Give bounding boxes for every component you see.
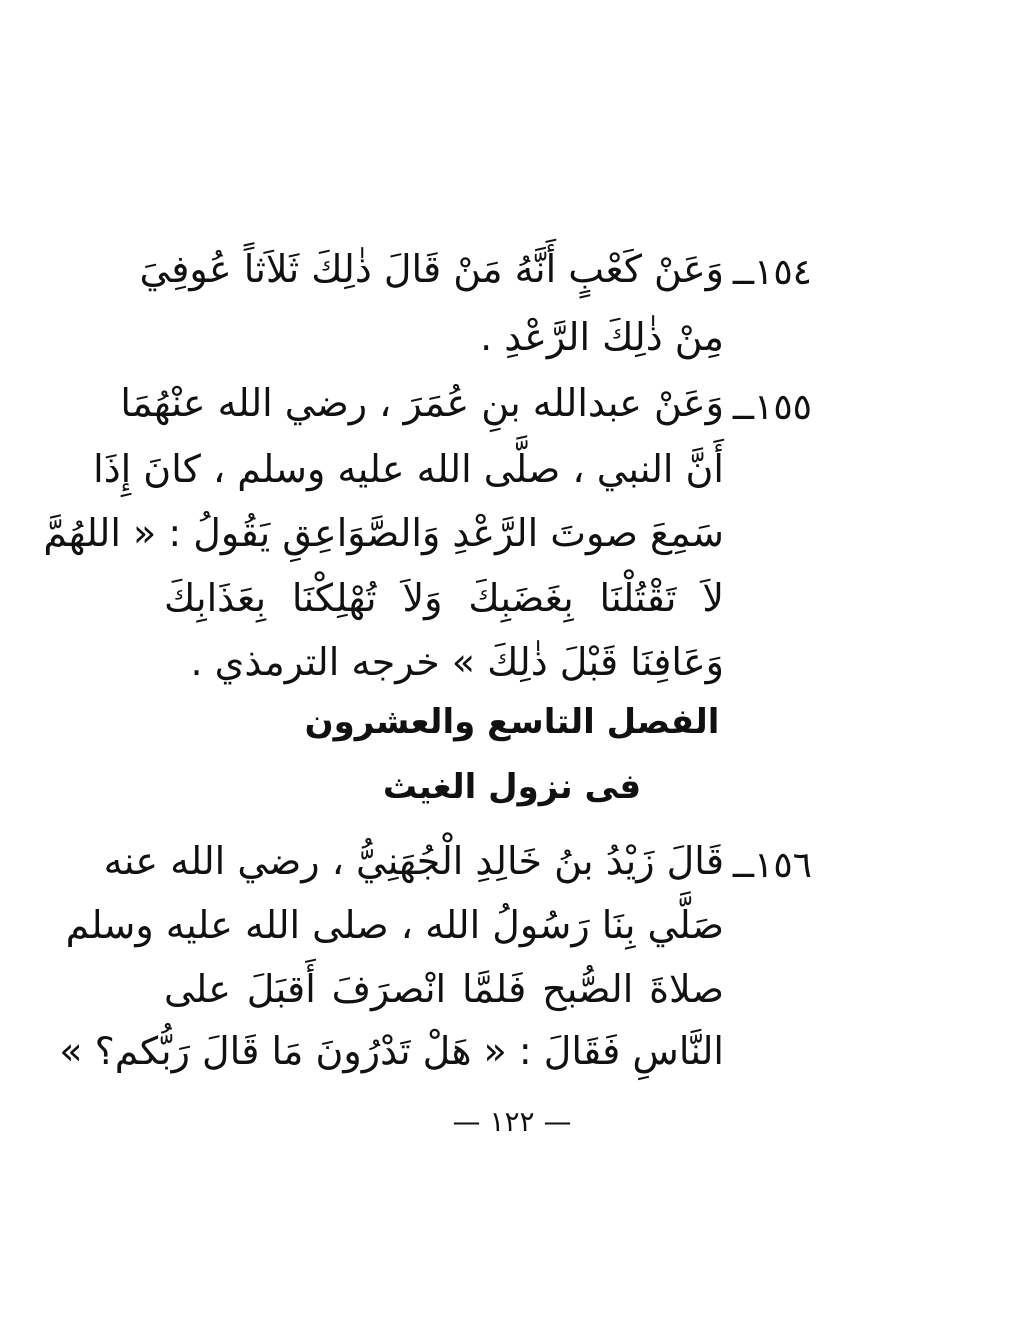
- entry-line: أَنَّ النبي ، صلَّى الله عليه وسلم ، كانَ إِذَا: [93, 447, 724, 491]
- entry-line: لاَ تَقْتُلْنَا بِغَضَبِكَ وَلاَ تُهْلِكْنَا بِعَذَابِكَ: [164, 576, 724, 620]
- entry-line: قَالَ زَيْدُ بنُ خَالِدِ الْجُهَنِيُّ ، رضي الله عنه: [103, 839, 724, 883]
- entry-line: النَّاسِ فَقَالَ : « هَلْ تَدْرُونَ مَا قَالَ رَبُّكم؟ »: [59, 1029, 724, 1073]
- page-number: — ١٢٢ —: [452, 1105, 572, 1138]
- chapter-title: الفصل التاسع والعشرون: [304, 702, 720, 742]
- entry-line: صلاةَ الصُّبح فَلمَّا انْصرَفَ أَقبَلَ على: [164, 967, 724, 1011]
- entry-number: ١٥٥ــ: [732, 387, 812, 428]
- entry-line: وَعَافِنَا قَبْلَ ذٰلِكَ » خرجه الترمذي .: [190, 640, 724, 684]
- chapter-subtitle: فى نزول الغيث: [382, 767, 642, 807]
- entry-line: مِنْ ذٰلِكَ الرَّعْدِ .: [480, 315, 724, 359]
- entry-line: وَعَنْ عبدالله بنِ عُمَرَ ، رضي الله عنْهُمَا: [120, 381, 724, 425]
- entry-number: ١٥٤ــ: [732, 252, 812, 293]
- entry-line: سَمِعَ صوتَ الرَّعْدِ وَالصَّوَاعِقِ يَقُولُ : « اللهُمَّ: [43, 511, 724, 555]
- entry-line: صَلَّي بِنَا رَسُولُ الله ، صلى الله عليه وسلم: [65, 903, 724, 947]
- entry-number: ١٥٦ــ: [732, 845, 812, 886]
- entry-line: وَعَنْ كَعْبٍ أَنَّهُ مَنْ قَالَ ذٰلِكَ ثَلاَثاً عُوفِيَ: [139, 247, 724, 291]
